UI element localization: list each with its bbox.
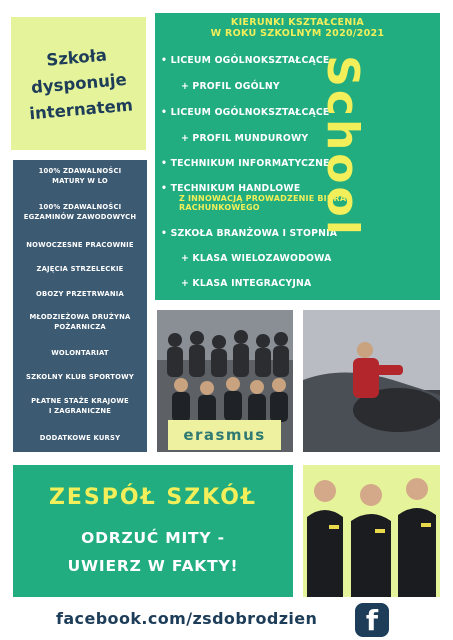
feature-text: MŁODZIEŻOWA DRUŻYNA bbox=[29, 313, 131, 321]
school-name: ZESPÓŁ SZKÓŁ bbox=[48, 485, 258, 510]
school-decor-word: School bbox=[317, 55, 369, 238]
facebook-link[interactable]: facebook.com/zsdobrodzien bbox=[56, 609, 318, 628]
cadets-photo-art bbox=[303, 465, 440, 597]
program-item: + PROFIL MUNDUROWY bbox=[181, 133, 309, 144]
boarding-house-text bbox=[23, 40, 133, 127]
programs-title-line2: W ROKU SZKOLNYM 2020/2021 bbox=[210, 28, 385, 39]
slogan-line-1: ODRZUĆ MITY - bbox=[81, 529, 225, 547]
boarding-line-3: internatem bbox=[28, 94, 134, 123]
erasmus-text: erasmus bbox=[183, 426, 266, 444]
programs-box bbox=[155, 13, 440, 300]
boarding-line-1: Szkoła bbox=[45, 44, 108, 70]
feature-text: NOWOCZESNE PRACOWNIE bbox=[26, 241, 134, 249]
programs-title-line1: KIERUNKI KSZTAŁCENIA bbox=[230, 17, 365, 28]
program-item: + PROFIL OGÓLNY bbox=[181, 81, 280, 92]
slogan-line-2: UWIERZ W FAKTY! bbox=[67, 557, 239, 575]
feature-text: I ZAGRANICZNE bbox=[48, 407, 112, 415]
program-item: • SZKOŁA BRANŻOWA I STOPNIA bbox=[161, 228, 338, 239]
erasmus-label bbox=[168, 420, 281, 450]
facebook-icon[interactable]: f bbox=[355, 603, 389, 637]
programs-title bbox=[155, 17, 440, 39]
program-item: • LICEUM OGÓLNOKSZTAŁCĄCE bbox=[161, 55, 330, 66]
boarding-line-2: dysponuje bbox=[29, 69, 128, 97]
feature-text: PŁATNE STAŻE KRAJOWE bbox=[31, 397, 129, 405]
feature-text: OBOZY PRZETRWANIA bbox=[36, 290, 124, 298]
feature-text: SZKOLNY KLUB SPORTOWY bbox=[26, 373, 134, 381]
features-box bbox=[13, 160, 147, 452]
mechanic-photo bbox=[303, 310, 440, 452]
program-note-line1: Z INNOWACJĄ PROWADZENIE BIURA bbox=[179, 194, 347, 203]
feature-item bbox=[13, 372, 147, 382]
program-item: • TECHNIKUM HANDLOWE bbox=[161, 183, 301, 194]
feature-item bbox=[13, 348, 147, 358]
feature-text: MATURY W LO bbox=[52, 177, 108, 185]
feature-text: ZAJĘCIA STRZELECKIE bbox=[36, 265, 124, 273]
feature-item bbox=[13, 289, 147, 299]
feature-text: WOLONTARIAT bbox=[51, 349, 109, 357]
feature-item bbox=[13, 433, 147, 443]
cadets-photo bbox=[303, 465, 440, 597]
feature-item bbox=[13, 240, 147, 250]
program-item: • TECHNIKUM INFORMATYCZNE bbox=[161, 158, 330, 169]
feature-text: POŻARNICZA bbox=[54, 323, 106, 331]
program-item: • LICEUM OGÓLNOKSZTAŁCĄCE bbox=[161, 107, 330, 118]
program-item: + KLASA INTEGRACYJNA bbox=[181, 278, 312, 289]
program-item: + KLASA WIELOZAWODOWA bbox=[181, 253, 332, 264]
program-note-line2: RACHUNKOWEGO bbox=[179, 203, 260, 212]
feature-item bbox=[13, 264, 147, 274]
feature-text: DODATKOWE KURSY bbox=[39, 434, 121, 442]
feature-text: 100% ZDAWALNOŚCI bbox=[38, 203, 122, 211]
feature-text: 100% ZDAWALNOŚCI bbox=[38, 167, 122, 175]
feature-text: EGZAMINÓW ZAWODOWYCH bbox=[23, 213, 137, 221]
feature-item bbox=[13, 396, 147, 416]
feature-item bbox=[13, 166, 147, 186]
slogan-box bbox=[13, 465, 293, 597]
mechanic-photo-art bbox=[303, 310, 440, 452]
boarding-house-box bbox=[11, 17, 146, 150]
feature-item bbox=[13, 202, 147, 222]
feature-item bbox=[13, 312, 147, 332]
